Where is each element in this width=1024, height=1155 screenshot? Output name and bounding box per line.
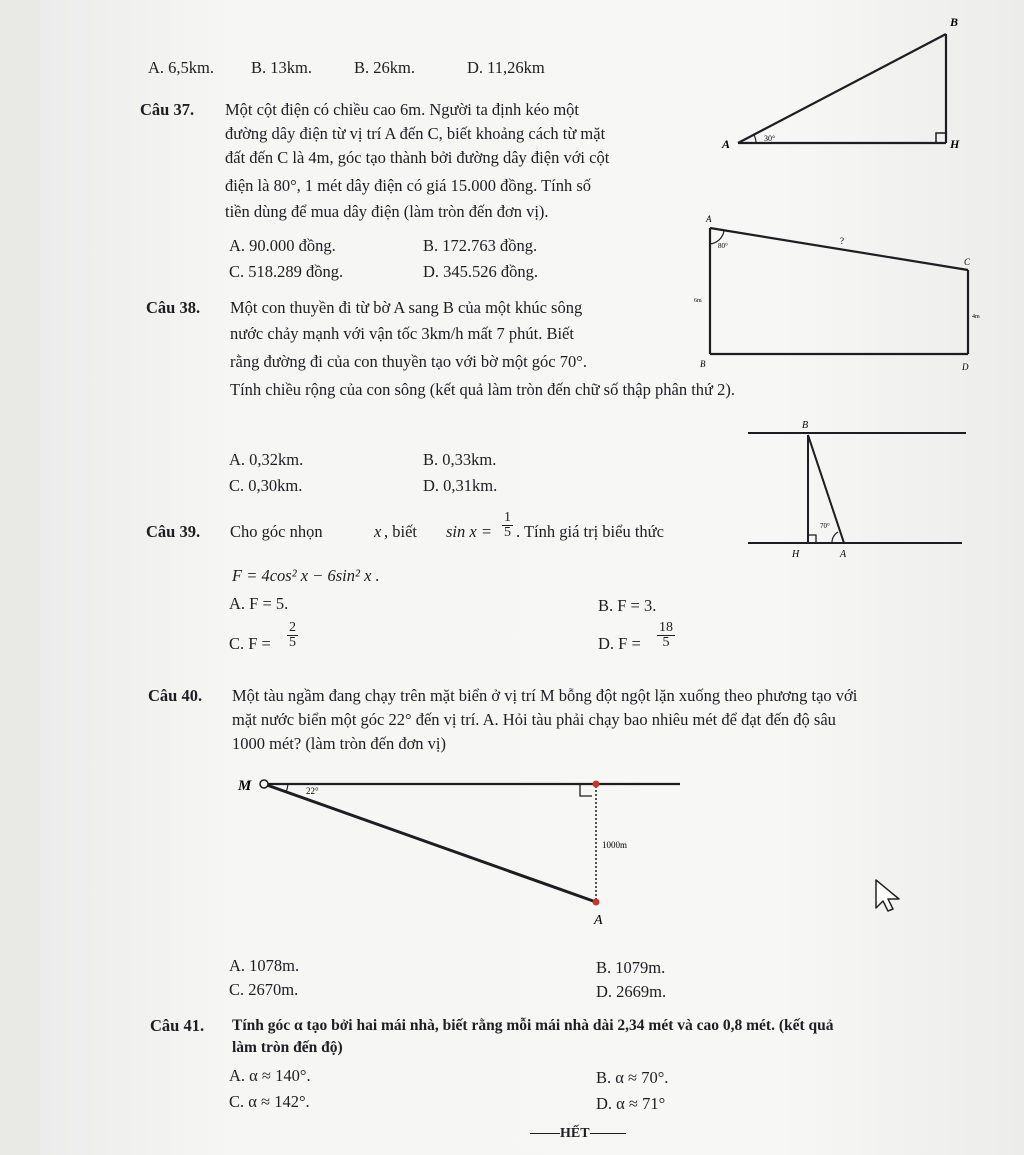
q38-option-d: D. 0,31km.: [423, 476, 498, 495]
q39-opt-d-num: 18: [659, 620, 673, 635]
q37-line: Một cột điện có chiều cao 6m. Người ta định kéo một: [225, 100, 580, 119]
q37-line: đường dây điện từ vị trí A đến C, biết khoảng cách từ mặt: [225, 124, 606, 143]
fig1-label-b: B: [950, 15, 959, 29]
fig3-angle-label: 70°: [820, 522, 830, 530]
fig1-label-a: A: [722, 137, 731, 151]
fig1-label-h: H: [950, 137, 960, 151]
q41-line: Tính góc α tạo bởi hai mái nhà, biết rằng mỗi mái nhà dài 2,34 mét và cao 0,8 mét. (kết quả: [232, 1017, 834, 1034]
q37-line: điện là 80°, 1 mét dây điện có giá 15.000 đồng. Tính số: [225, 176, 592, 195]
q40-line: Một tàu ngầm đang chạy trên mặt biển ở vị trí M bỗng đột ngột lặn xuống theo phương tạo với: [232, 686, 858, 705]
fig1-hypotenuse: [738, 34, 946, 143]
fig4-dive-path: [264, 784, 596, 902]
fig2-angle-label: 80°: [718, 242, 728, 250]
q38-line: rằng đường đi của con thuyền tạo với bờ một góc 70°.: [230, 352, 587, 371]
q40-label: Câu 40.: [148, 686, 203, 705]
end-marker: [530, 1124, 626, 1144]
q40-option-b: B. 1079m.: [596, 958, 666, 977]
q39-frac-den: 5: [504, 525, 511, 540]
q39-line1-mid: , biết: [384, 522, 417, 541]
fig4-angle-arc: [286, 784, 288, 792]
q37-line: tiền dùng để mua dây điện (làm tròn đến đơn vị).: [225, 202, 549, 221]
fig4-angle-label: 22°: [306, 786, 319, 796]
q38-option-b: B. 0,33km.: [423, 450, 497, 469]
fig4-right-angle-mark: [580, 784, 592, 796]
q38-label: Câu 38.: [146, 298, 201, 317]
fig3-label-a: A: [840, 549, 847, 560]
fig3-angle-arc: [832, 532, 838, 543]
q39-option-a: A. F = 5.: [229, 594, 289, 613]
q40-line: mặt nước biển một góc 22° đến vị trí. A. Hỏi tàu phải chạy bao nhiêu mét để đạt đến độ sâu: [232, 710, 836, 729]
q41-option-a: A. α ≈ 140°.: [229, 1066, 311, 1085]
fig4-depth-label: 1000m: [602, 840, 628, 850]
mouse-pointer-icon: [872, 878, 906, 914]
q39-opt-c-num: 2: [289, 620, 296, 635]
q37-label: Câu 37.: [140, 100, 195, 119]
figure-triangle-abh: [718, 12, 968, 162]
q40-option-d: D. 2669m.: [596, 982, 667, 1001]
q39-option-b: B. F = 3.: [598, 596, 657, 615]
fig2-label-d: D: [962, 362, 969, 372]
fig2-side-ab: 6m: [694, 298, 702, 304]
q36-option-d: D. 11,26km: [467, 58, 545, 77]
q40-line: 1000 mét? (làm tròn đến đơn vị): [232, 734, 447, 753]
q37-line: đất đến C là 4m, góc tạo thành bởi đường dây điện với cột: [225, 148, 610, 167]
fig3-right-angle-mark: [808, 535, 816, 543]
end-marker-text: HẾT: [560, 1126, 590, 1141]
fig3-label-b: B: [802, 420, 809, 431]
q41-option-d: D. α ≈ 71°: [596, 1094, 666, 1113]
fig2-wire: [710, 228, 968, 270]
q38-option-a: A. 0,32km.: [229, 450, 304, 469]
q36-option-a: A. 6,5km.: [148, 58, 214, 77]
fig4-label-a: A: [594, 913, 603, 928]
q39-option-c-fraction: [285, 621, 300, 650]
q37-option-d: D. 345.526 đồng.: [423, 262, 539, 281]
fig4-point-a: [593, 899, 600, 906]
q41-label: Câu 41.: [150, 1016, 205, 1035]
fig1-angle-arc: [754, 135, 756, 143]
q39-option-d-pre: D. F =: [598, 634, 641, 653]
fig3-label-h: H: [792, 549, 800, 560]
q38-option-c: C. 0,30km.: [229, 476, 303, 495]
q38-line: Một con thuyền đi từ bờ A sang B của một khúc sông: [230, 298, 583, 317]
q39-sin-expr: sin x =: [446, 522, 492, 541]
q41-line: làm tròn đến độ): [232, 1039, 343, 1056]
q39-line1-post: . Tính giá trị biểu thức: [516, 522, 664, 541]
q39-option-c-pre: C. F =: [229, 634, 271, 653]
q37-option-c: C. 518.289 đồng.: [229, 262, 344, 281]
q36-option-c: B. 26km.: [354, 58, 415, 77]
fig1-right-angle-mark: [936, 133, 946, 143]
q39-fraction: [500, 511, 515, 540]
q38-line: nước chảy mạnh với vận tốc 3km/h mất 7 phút. Biết: [230, 324, 574, 343]
fig4-point-m: [260, 780, 268, 788]
q39-opt-c-den: 5: [289, 635, 296, 650]
q36-option-b: B. 13km.: [251, 58, 312, 77]
fig4-label-m: M: [238, 778, 252, 794]
q40-option-a: A. 1078m.: [229, 956, 300, 975]
fig4-point-surface: [593, 781, 600, 788]
q40-option-c: C. 2670m.: [229, 980, 299, 999]
fig2-side-cd: 4m: [972, 314, 980, 320]
q39-line1-pre: Cho góc nhọn: [230, 522, 323, 541]
fig2-unknown-label: ?: [840, 236, 844, 246]
q39-option-d-fraction: [655, 621, 677, 650]
fig2-label-a: A: [706, 214, 712, 224]
q39-label: Câu 39.: [146, 522, 201, 541]
figure-submarine: [228, 766, 698, 936]
fig2-label-c: C: [964, 257, 971, 267]
figure-pole-wire: [690, 210, 990, 378]
q41-option-b: B. α ≈ 70°.: [596, 1068, 669, 1087]
q37-option-b: B. 172.763 đồng.: [423, 236, 538, 255]
q39-var-x: x: [374, 522, 382, 541]
q41-option-c: C. α ≈ 142°.: [229, 1092, 310, 1111]
q39-frac-num: 1: [504, 510, 511, 525]
fig1-angle-label: 30°: [764, 134, 776, 143]
exam-sheet: [40, 0, 1024, 1155]
fig2-label-b: B: [700, 359, 706, 369]
q39-formula: F = 4cos² x − 6sin² x .: [232, 566, 380, 585]
q37-option-a: A. 90.000 đồng.: [229, 236, 336, 255]
q39-opt-d-den: 5: [662, 635, 670, 650]
q38-line: Tính chiều rộng của con sông (kết quả làm tròn đến chữ số thập phân thứ 2).: [230, 380, 735, 399]
figure-river: [740, 415, 970, 565]
